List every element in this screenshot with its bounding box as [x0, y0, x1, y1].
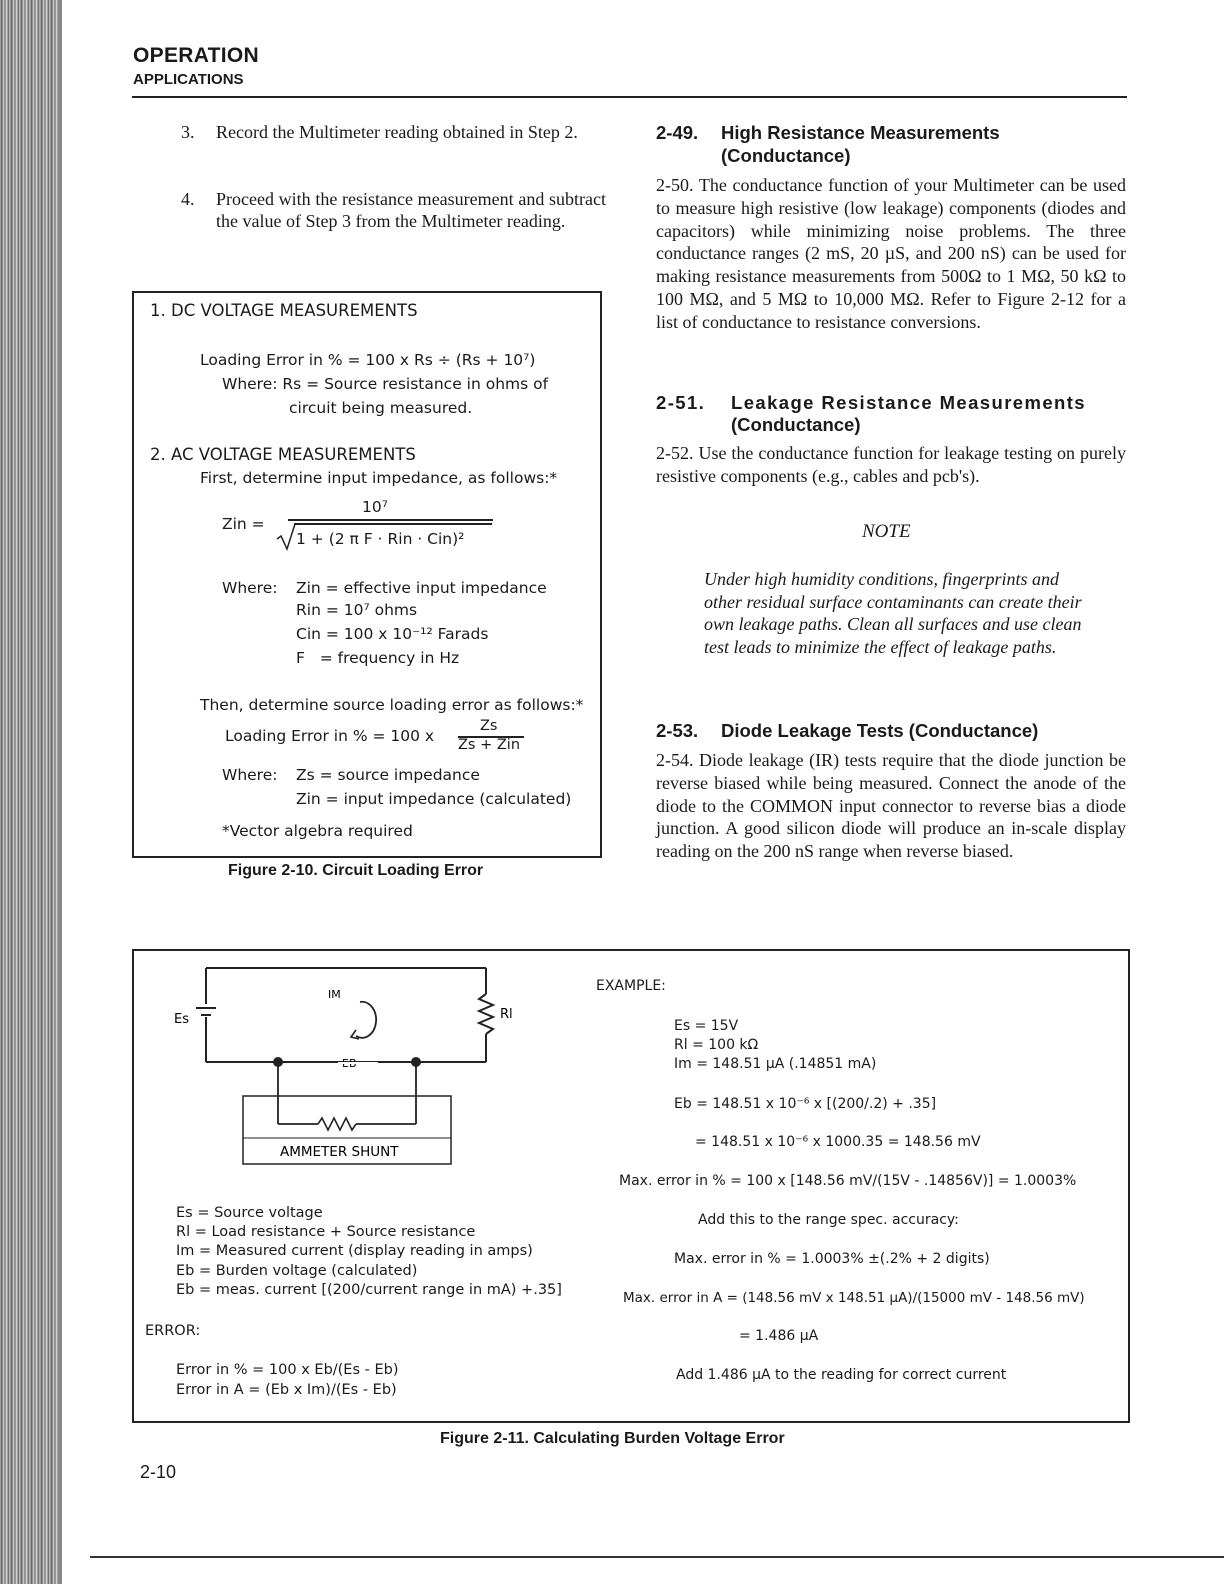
loading-error-label: Loading Error in % = 100 x: [225, 727, 435, 745]
binding-edge: [58, 0, 62, 1584]
error-heading: ERROR:: [145, 1323, 201, 1339]
eb-label-gap: [338, 1062, 378, 1064]
header-rule: [132, 96, 1127, 98]
legend-line: Es = Source voltage: [176, 1205, 323, 1221]
figure-2-11-caption: Figure 2-11. Calculating Burden Voltage Error: [440, 1430, 785, 1447]
eb-calc-2: = 148.51 x 10⁻⁶ x 1000.35 = 148.56 mV: [695, 1134, 981, 1150]
section-2-49-title-2: (Conductance): [721, 145, 851, 166]
where2-label: Where:: [222, 766, 278, 784]
legend-line: Rl = Load resistance + Source resistance: [176, 1224, 476, 1240]
result-line: = 1.486 µA: [739, 1328, 819, 1344]
dc-where-2: circuit being measured.: [289, 399, 473, 417]
step-text: Proceed with the resistance measurement and subtract the value of Step 3 from the Multimeter reading.: [216, 189, 606, 231]
eb-calc-1: Eb = 148.51 x 10⁻⁶ x [(200/.2) + .35]: [674, 1096, 937, 1112]
vector-note: *Vector algebra required: [222, 822, 413, 840]
section-2-49-number: 2-49.: [656, 122, 699, 143]
note-body: Under high humidity conditions, fingerprints and other residual surface contaminants can create their own leakage paths. Clean all surfaces and use clean test leads to minimize the effect of leakage paths.: [704, 569, 1082, 657]
max-error-percent: Max. error in % = 100 x [148.56 mV/(15V - .14856V)] = 1.0003%: [619, 1173, 1077, 1189]
then-line: Then, determine source loading error as follows:*: [200, 696, 584, 714]
circuit-label-es: Es: [174, 1012, 189, 1027]
where2-line: Zs = source impedance: [296, 766, 480, 784]
example-value: Im = 148.51 µA (.14851 mA): [674, 1056, 877, 1072]
sqrt-sign-icon: [276, 523, 296, 551]
add-result-line: Add 1.486 µA to the reading for correct current: [676, 1367, 1007, 1383]
section-2-49-title-1: High Resistance Measurements: [721, 122, 1000, 143]
dc-heading: 1. DC VOLTAGE MEASUREMENTS: [150, 301, 418, 320]
legend-line: Eb = meas. current [(200/current range in mA) +.35]: [176, 1282, 562, 1298]
page-number: 2-10: [140, 1462, 177, 1482]
dc-where-1: Where: Rs = Source resistance in ohms of: [222, 375, 549, 393]
where2-line: Zin = input impedance (calculated): [296, 790, 572, 808]
bottom-rule: [90, 1556, 1224, 1558]
section-2-51-title-1: Leakage Resistance Measurements: [731, 392, 1086, 413]
error-line: Error in % = 100 x Eb/(Es - Eb): [176, 1362, 399, 1378]
where-line: Rin = 10⁷ ohms: [296, 601, 418, 619]
step-4: [181, 188, 606, 232]
figure-2-10-caption: Figure 2-10. Circuit Loading Error: [228, 862, 484, 879]
burden-voltage-circuit-diagram: [170, 960, 530, 1175]
paragraph-2-52: 2-52. Use the conductance function for leakage testing on purely resistive components (e.g., cables and pcb's).: [656, 443, 1126, 486]
dc-formula: Loading Error in % = 100 x Rs ÷ (Rs + 10⁷): [200, 351, 536, 369]
section-2-51-number: 2-51.: [656, 392, 706, 413]
loading-error-numerator: Zs: [480, 718, 498, 734]
step-number: 3.: [181, 122, 195, 142]
example-heading: EXAMPLE:: [596, 978, 666, 994]
error-line: Error in A = (Eb x Im)/(Es - Eb): [176, 1382, 397, 1398]
where-label: Where:: [222, 579, 278, 597]
where-line: Zin = effective input impedance: [296, 579, 547, 597]
ac-heading: 2. AC VOLTAGE MEASUREMENTS: [150, 445, 416, 464]
zin-denominator: 1 + (2 π F · Rin · Cin)²: [296, 530, 465, 548]
section-subtitle: APPLICATIONS: [133, 71, 244, 88]
ac-first-line: First, determine input impedance, as follows:*: [200, 469, 558, 487]
example-value: Rl = 100 kΩ: [674, 1037, 759, 1053]
circuit-label-ammeter-shunt: AMMETER SHUNT: [280, 1144, 399, 1160]
add-spec-line: Add this to the range spec. accuracy:: [698, 1212, 959, 1228]
paragraph-2-50: 2-50. The conductance function of your Multimeter can be used to measure high resistive (low leakage) components (diodes and capacitors) while minimizing noise problems. The three conductance ranges (2 mS, 20 µS, and 200 nS) can be used for making resistance measurements from 500Ω to 1 MΩ, 50 kΩ to 100 MΩ, and 5 MΩ to 10,000 MΩ. Refer to Figure 2-12 for a list of conductance to resistance conversions.: [656, 175, 1126, 332]
max-error-digits: Max. error in % = 1.0003% ±(.2% + 2 digits): [674, 1251, 990, 1267]
where-line: F = frequency in Hz: [296, 649, 460, 667]
paragraph-2-54: 2-54. Diode leakage (IR) tests require that the diode junction be reverse biased while being measured. Connect the anode of the diode to the COMMON input connector to reverse bias a diode junction. A good silicon diode will produce an in-scale display reading on the 200 nS range when reverse biased.: [656, 750, 1126, 862]
zin-label: Zin =: [222, 515, 265, 533]
book-binding: [0, 0, 58, 1584]
section-2-51-title-2: (Conductance): [731, 414, 861, 435]
zin-fraction-bar: [288, 519, 493, 521]
circuit-label-rl: Rl: [500, 1007, 513, 1022]
max-error-amps: Max. error in A = (148.56 mV x 148.51 µA)/(15000 mV - 148.56 mV): [623, 1290, 1085, 1306]
sqrt-bar: [294, 523, 492, 525]
step-3: [181, 121, 606, 143]
example-value: Es = 15V: [674, 1018, 739, 1034]
step-number: 4.: [181, 189, 195, 209]
section-2-53-number: 2-53.: [656, 720, 699, 741]
section-title: OPERATION: [133, 44, 259, 67]
step-text: Record the Multimeter reading obtained in Step 2.: [216, 122, 578, 142]
loading-error-denominator: Zs + Zin: [458, 737, 521, 753]
where-line: Cin = 100 x 10⁻¹² Farads: [296, 625, 489, 643]
note-heading: NOTE: [862, 521, 911, 542]
section-2-53-title: Diode Leakage Tests (Conductance): [721, 720, 1039, 741]
circuit-label-im: IM: [328, 988, 341, 1001]
legend-line: Eb = Burden voltage (calculated): [176, 1263, 418, 1279]
zin-numerator: 10⁷: [362, 498, 388, 516]
legend-line: Im = Measured current (display reading in amps): [176, 1243, 533, 1259]
